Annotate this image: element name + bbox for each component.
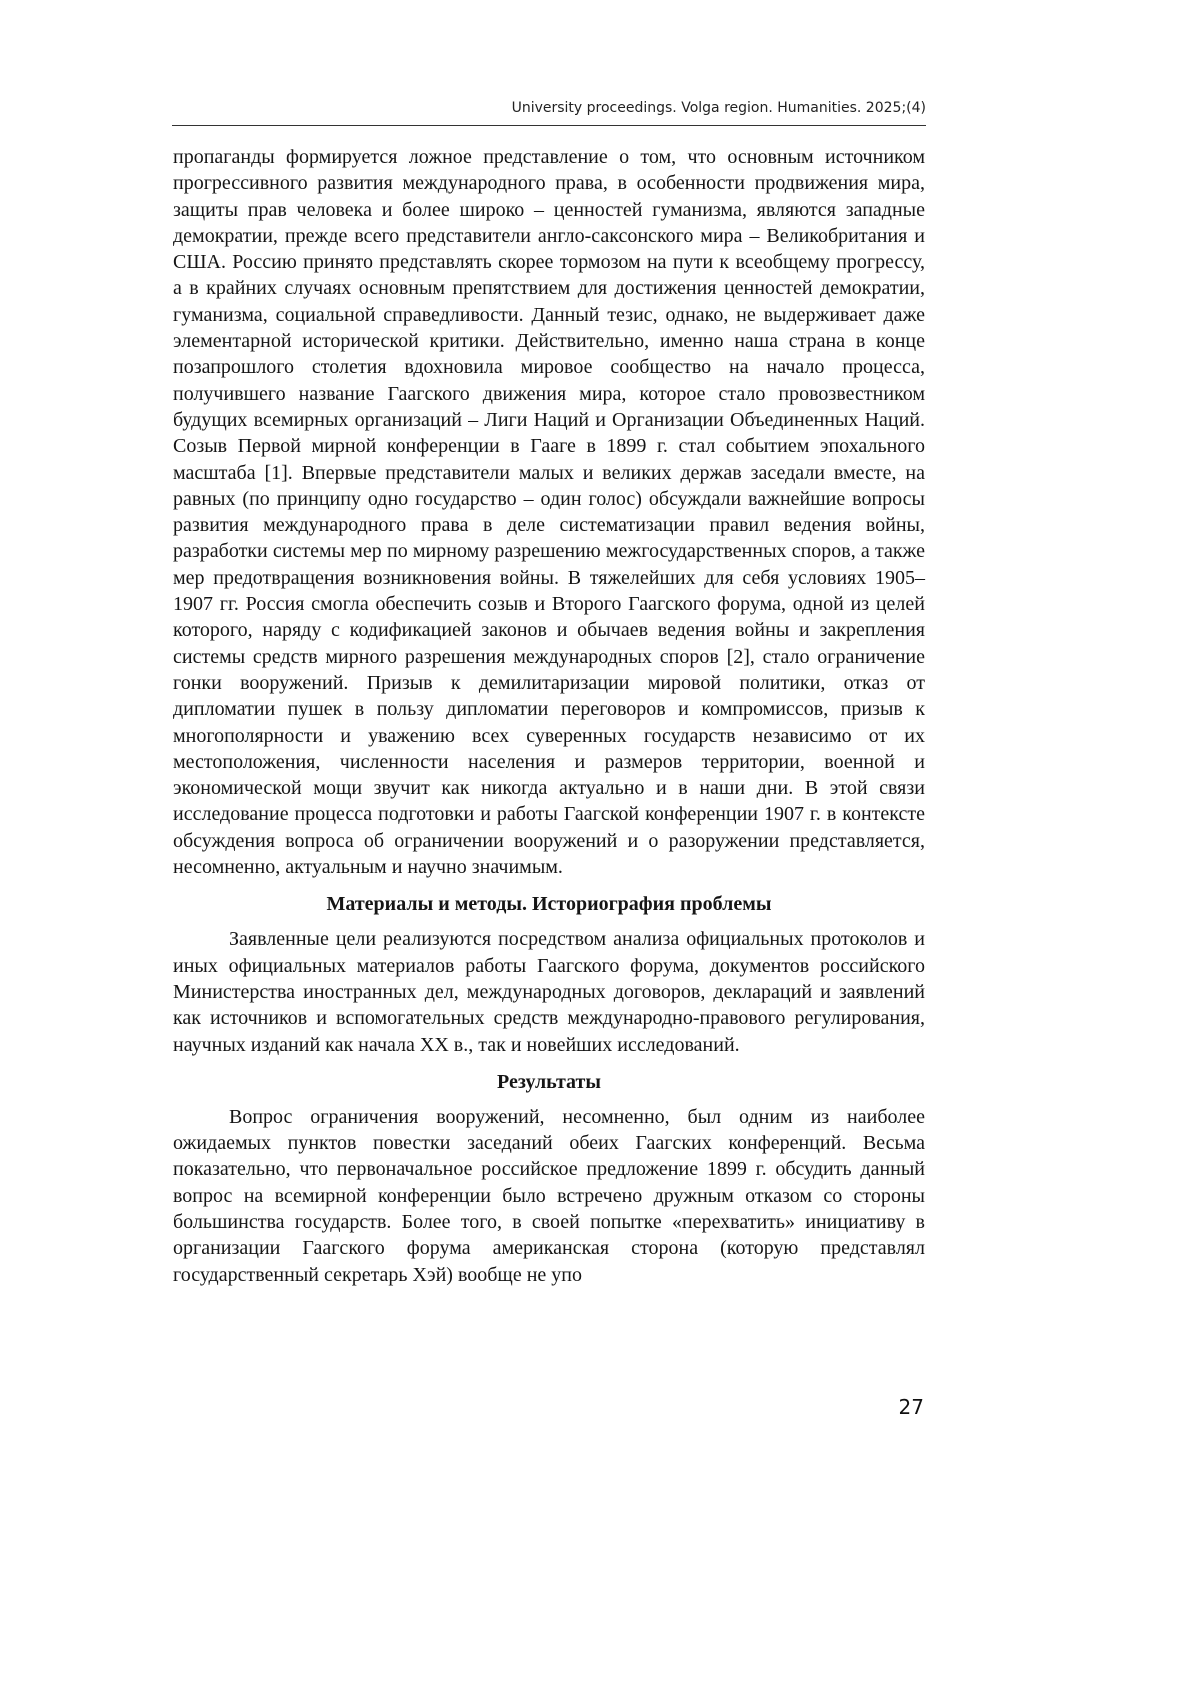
article-body [173, 144, 925, 1288]
header-rule [172, 125, 926, 126]
page-number: 27 [898, 1395, 924, 1419]
running-header: University proceedings. Volga region. Humanities. 2025;(4) [511, 100, 926, 116]
paragraph-results: Вопрос ограничения вооружений, несомненно, был одним из наиболее ожидаемых пунктов повестки заседаний обеих Гаагских конференций. Весьма показательно, что первоначальное российское предложение 1899 г. обсудить данный вопрос на всемирной конференции было встречено дружным отказом со стороны большинства государств. Более того, в своей попытке «перехватить» инициативу в организации Гаагского форума американская сторона (которую представлял государственный секретарь Хэй) вообще не упо [173, 1105, 925, 1286]
paragraph-methods: Заявленные цели реализуются посредством анализа официальных протоколов и иных официальных материалов работы Гаагского форума, документов российского Министерства иностранных дел, международных договоров, деклараций и заявлений как источников и вспомогательных средств международно-правового регулирования, научных изданий как начала XX в., так и новейших исследований. [173, 928, 925, 1056]
section-heading-results: Результаты [497, 1070, 601, 1093]
section-heading-methods: Материалы и методы. Историография проблемы [326, 893, 772, 916]
paragraph-introduction: пропаганды формируется ложное представление о том, что основным источником прогрессивного развития международного права, в особенности продвижения мира, защиты прав человека и более широко – ценностей гуманизма, являются западные демократии, прежде всего представители англо-саксонского мира – Великобритания и США. Россию принято представлять скорее тормозом на пути к всеобщему прогрессу, а в крайних случаях основным препятствием для достижения ценностей демократии, гуманизма, социальной справедливости. Данный тезис, однако, не выдерживает даже элементарной исторической критики. Действительно, именно наша страна в конце позапрошлого столетия вдохновила мировое сообщество на начало процесса, получившего название Гаагского движения мира, которое стало провозвестником будущих всемирных организаций – Лиги Наций и Организации Объединенных Наций. Созыв Первой мирной конференции в Гааге в 1899 г. стал событием эпохального масштаба [1]. Впервые представители малых и великих держав заседали вместе, на равных (по принципу одно государство – один голос) обсуждали важнейшие вопросы развития международного права в деле систематизации правил ведения войны, разработки системы мер по мирному разрешению межгосударственных споров, а также мер предотвращения возникновения войны. В тяжелейших для себя условиях 1905–1907 гг. Россия смогла обеспечить созыв и Второго Гаагского форума, одной из целей которого, наряду с кодификацией законов и обычаев ведения войны и закрепления системы средств мирного разрешения международных споров [2], стало ограничение гонки вооружений. Призыв к демилитаризации мировой политики, отказ от дипломатии пушек в пользу дипломатии переговоров и компромиссов, призыв к многополярности и уважению всех суверенных государств независимо от их местоположения, численности населения и размеров территории, военной и экономической мощи звучит как никогда актуально и в наши дни. В этой связи исследование процесса подготовки и работы Гаагской конференции 1907 г. в контексте обсуждения вопроса об ограничении вооружений и о разоружении представляется, несомненно, актуальным и научно значимым. [173, 146, 925, 879]
